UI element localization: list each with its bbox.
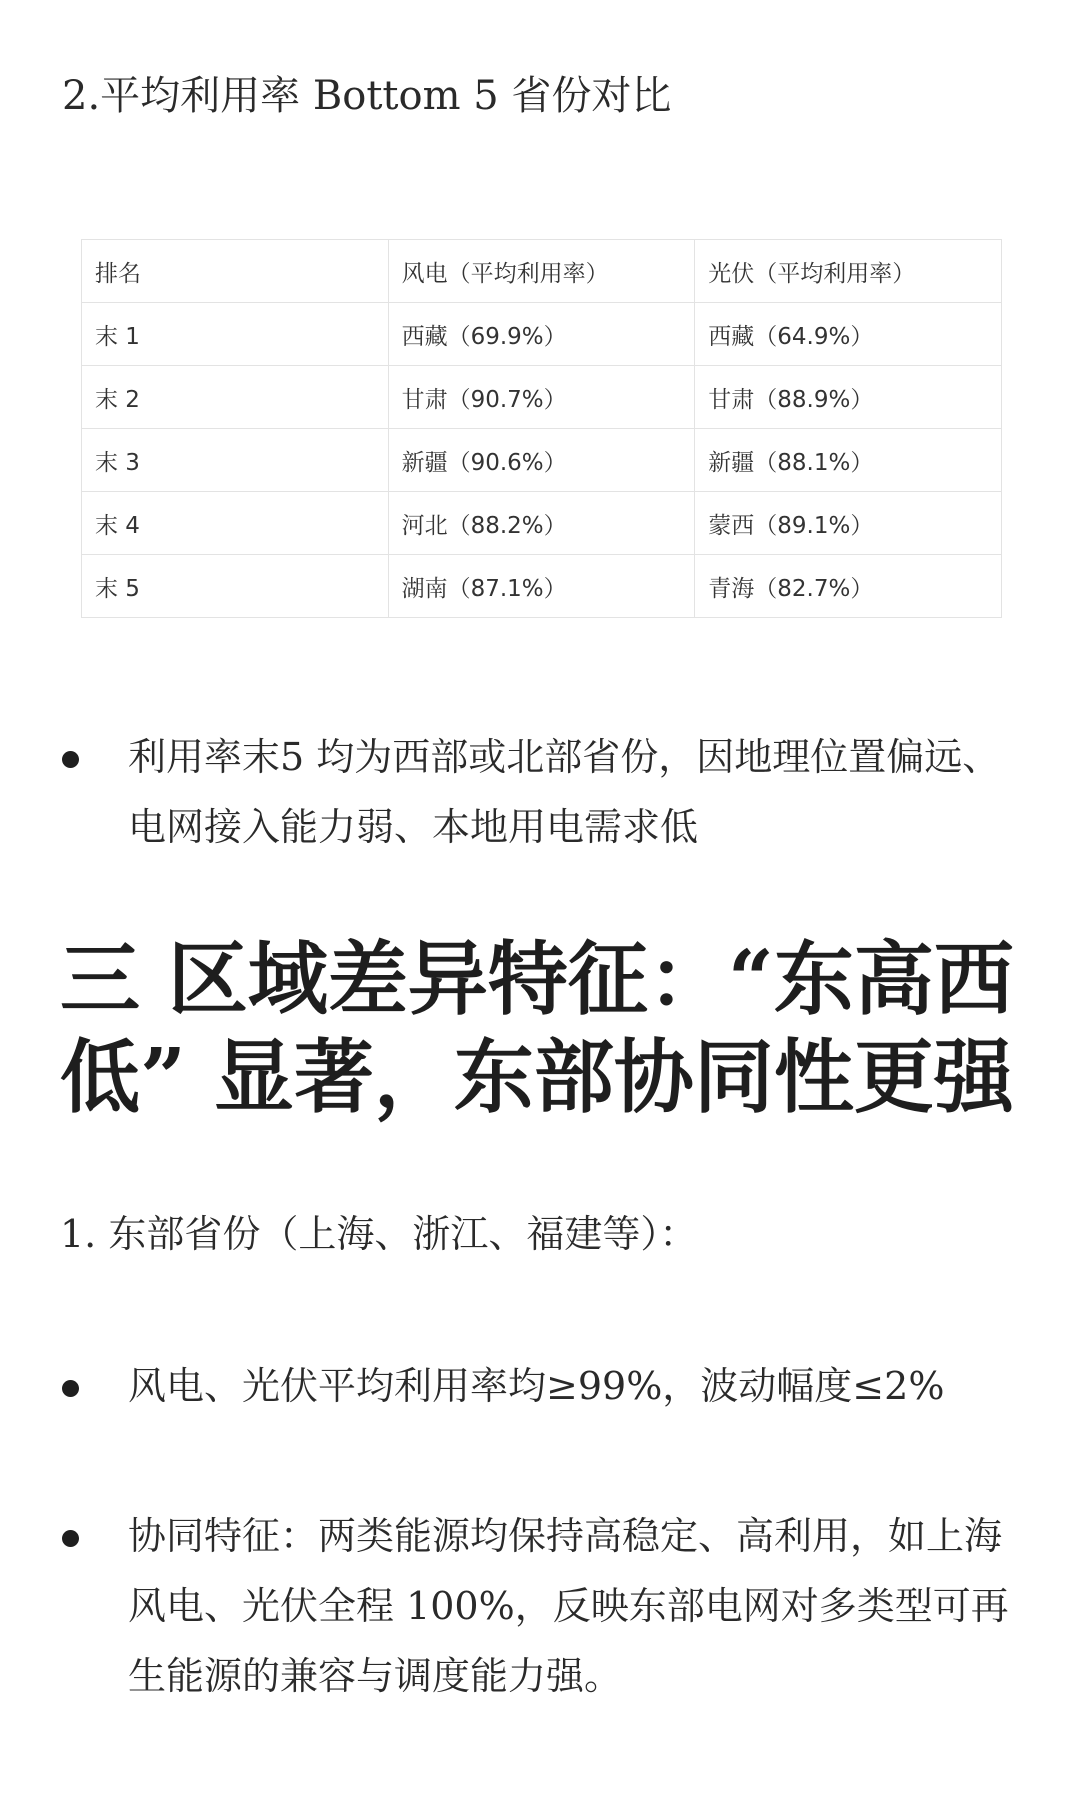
table-header-row — [82, 240, 1002, 303]
cell-rank: 末 3 — [82, 429, 389, 492]
east-bullet-text: 风电、光伏平均利用率均≥99%，波动幅度≤2% — [128, 1364, 945, 1408]
bullet-dot — [62, 1530, 79, 1547]
east-bullet-text: 协同特征：两类能源均保持高稳定、高利用，如上海风电、光伏全程 100%，反映东部电网对多类型可再生能源的兼容与调度能力强。 — [128, 1514, 1009, 1698]
cell-solar: 青海（82.7%） — [695, 555, 1002, 618]
bottom5-table — [81, 239, 1002, 618]
table-row — [82, 303, 1002, 366]
list-item — [128, 1501, 1028, 1711]
cell-rank: 末 4 — [82, 492, 389, 555]
east-subheading: 1. 东部省份（上海、浙江、福建等）： — [60, 1212, 698, 1256]
cell-wind: 湖南（87.1%） — [388, 555, 695, 618]
cell-solar: 西藏（64.9%） — [695, 303, 1002, 366]
header-wind: 风电（平均利用率） — [388, 240, 695, 303]
cell-solar: 甘肃（88.9%） — [695, 366, 1002, 429]
bullet-bottom5-text: 利用率末5 均为西部或北部省份，因地理位置偏远、电网接入能力弱、本地用电需求低 — [128, 735, 1001, 849]
section-3-heading: 三 区域差异特征：“东高西低” 显著，东部协同性更强 — [60, 932, 1014, 1124]
cell-wind: 西藏（69.9%） — [388, 303, 695, 366]
cell-solar: 新疆（88.1%） — [695, 429, 1002, 492]
table-row — [82, 366, 1002, 429]
table-row — [82, 429, 1002, 492]
bullet-dot — [62, 751, 79, 768]
cell-solar: 蒙西（89.1%） — [695, 492, 1002, 555]
cell-wind: 新疆（90.6%） — [388, 429, 695, 492]
cell-rank: 末 5 — [82, 555, 389, 618]
header-rank: 排名 — [82, 240, 389, 303]
table-row — [82, 492, 1002, 555]
cell-rank: 末 2 — [82, 366, 389, 429]
bullet-dot — [62, 1380, 79, 1397]
section-2-heading: 2.平均利用率 Bottom 5 省份对比 — [62, 73, 672, 119]
table-row — [82, 555, 1002, 618]
cell-wind: 甘肃（90.7%） — [388, 366, 695, 429]
cell-wind: 河北（88.2%） — [388, 492, 695, 555]
list-item — [128, 722, 1028, 862]
cell-rank: 末 1 — [82, 303, 389, 366]
list-item — [128, 1351, 1028, 1421]
header-solar: 光伏（平均利用率） — [695, 240, 1002, 303]
